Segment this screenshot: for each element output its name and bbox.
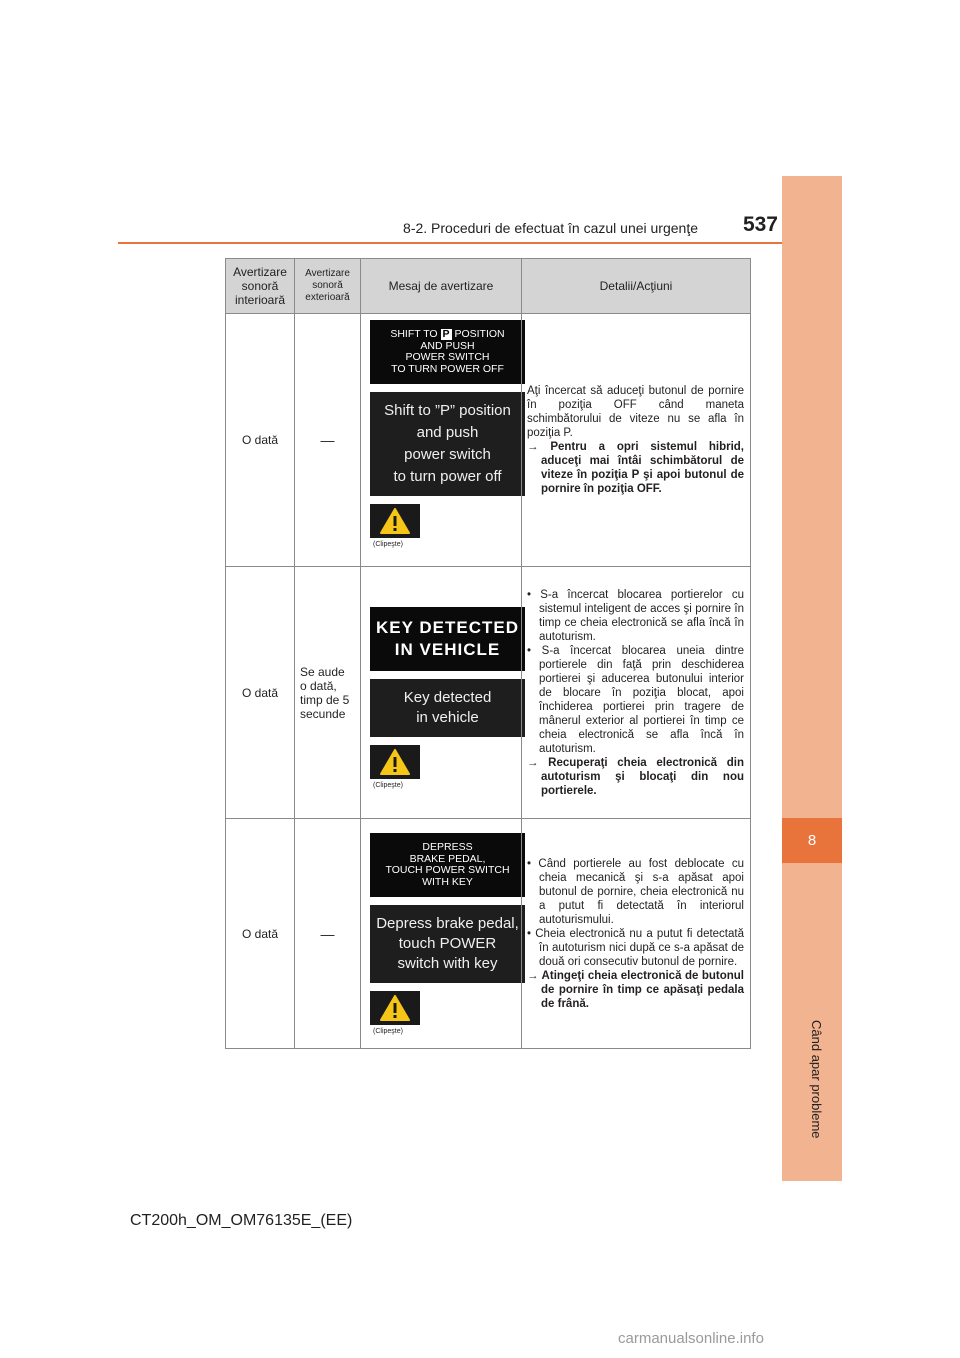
document-code: CT200h_OM_OM76135E_(EE) — [130, 1212, 353, 1229]
watermark: carmanualsonline.info — [618, 1330, 764, 1347]
details-bullet: • Cheia electronică nu a putut fi detectată în autoturism nici după ce s-a apăsat de două ori consecutiv butonul de pornire. — [527, 927, 744, 968]
details-text: Aţi încercat să aduceţi butonul de pornire în poziţia OFF când maneta schimbătorului de viteze nu se afla în poziţia P. — [527, 385, 744, 439]
display-message-secondary: Key detected in vehicle — [370, 679, 525, 737]
table-row — [226, 819, 751, 1049]
details-bullet: • Când portierele au fost deblocate cu cheia mecanică şi s-a apăsat apoi butonul de pornire, cheia electronică nu a putut fi detectată în interiorul autoturismului. — [527, 857, 744, 926]
section-title: 8-2. Proceduri de efectuat în cazul unei urgenţe — [403, 220, 698, 236]
exterior-buzzer-cell: — — [295, 314, 361, 567]
details-cell — [522, 819, 751, 1049]
header-exterior-buzzer: Avertizare sonoră exterioară — [295, 259, 361, 314]
message-cell — [361, 819, 522, 1049]
warning-triangle-icon — [370, 745, 420, 779]
header-interior-buzzer: Avertizare sonoră interioară — [226, 259, 295, 314]
details-cell — [522, 314, 751, 567]
table-row — [226, 314, 751, 567]
action-text: → Atingeţi cheia electronică de butonul de pornire în timp ce apăsaţi pedala de frână. — [527, 969, 744, 1010]
details-bullet: • S-a încercat blocarea portierelor cu sistemul inteligent de acces şi pornire în timp ce cheia electronică se afla încă în autoturism. — [527, 588, 744, 643]
blink-note: (Clipeşte) — [373, 1028, 403, 1035]
header-message: Mesaj de avertizare — [361, 259, 522, 314]
display-message-secondary: Shift to ”P” position and push power switch to turn power off — [370, 392, 525, 496]
table-row — [226, 567, 751, 819]
details-cell — [522, 567, 751, 819]
warning-table — [225, 258, 751, 1049]
page-number: 537 — [742, 213, 778, 236]
table-header-row — [226, 259, 751, 314]
action-text: → Pentru a opri sistemul hibrid, aduceţi mai întâi schimbătorul de viteze în poziţia P şi apoi butonul de pornire în poziţia OFF. — [527, 441, 744, 495]
display-message-primary: KEY DETECTED IN VEHICLE — [370, 607, 525, 671]
warning-triangle-icon — [370, 991, 420, 1025]
blink-note: (Clipeşte) — [373, 782, 403, 789]
exterior-buzzer-cell: Se aude o dată, timp de 5 secunde — [295, 567, 361, 819]
chapter-number: 8 — [782, 818, 842, 863]
message-cell — [361, 567, 522, 819]
display-message-secondary: Depress brake pedal, touch POWER switch with key — [370, 905, 525, 983]
p-position-icon: P — [442, 328, 450, 340]
header-divider — [118, 242, 782, 244]
display-message-primary: SHIFT TO P POSITION AND PUSH POWER SWITCH TO TURN POWER OFF — [370, 320, 525, 384]
interior-buzzer-cell: O dată — [226, 819, 295, 1049]
interior-buzzer-cell: O dată — [226, 314, 295, 567]
chapter-label: Când apar probleme — [809, 1020, 824, 1139]
blink-note: (Clipeşte) — [373, 541, 403, 548]
warning-triangle-icon — [370, 504, 420, 538]
message-cell — [361, 314, 522, 567]
details-bullet: • S-a încercat blocarea uneia dintre portierele din faţă prin deschiderea portierei şi aducerea butonului interior de blocare în poziţia blocat, apoi închiderea portierei prin tragere de mânerul exterior al portierei în timp ce cheia electronică se afla încă în autoturism. — [527, 644, 744, 755]
display-message-primary: DEPRESS BRAKE PEDAL, TOUCH POWER SWITCH WITH KEY — [370, 833, 525, 897]
interior-buzzer-cell: O dată — [226, 567, 295, 819]
exterior-buzzer-cell: — — [295, 819, 361, 1049]
action-text: → Recuperaţi cheia electronică din autoturism şi blocaţi din nou portierele. — [527, 756, 744, 797]
header-details: Detalii/Acţiuni — [522, 259, 751, 314]
